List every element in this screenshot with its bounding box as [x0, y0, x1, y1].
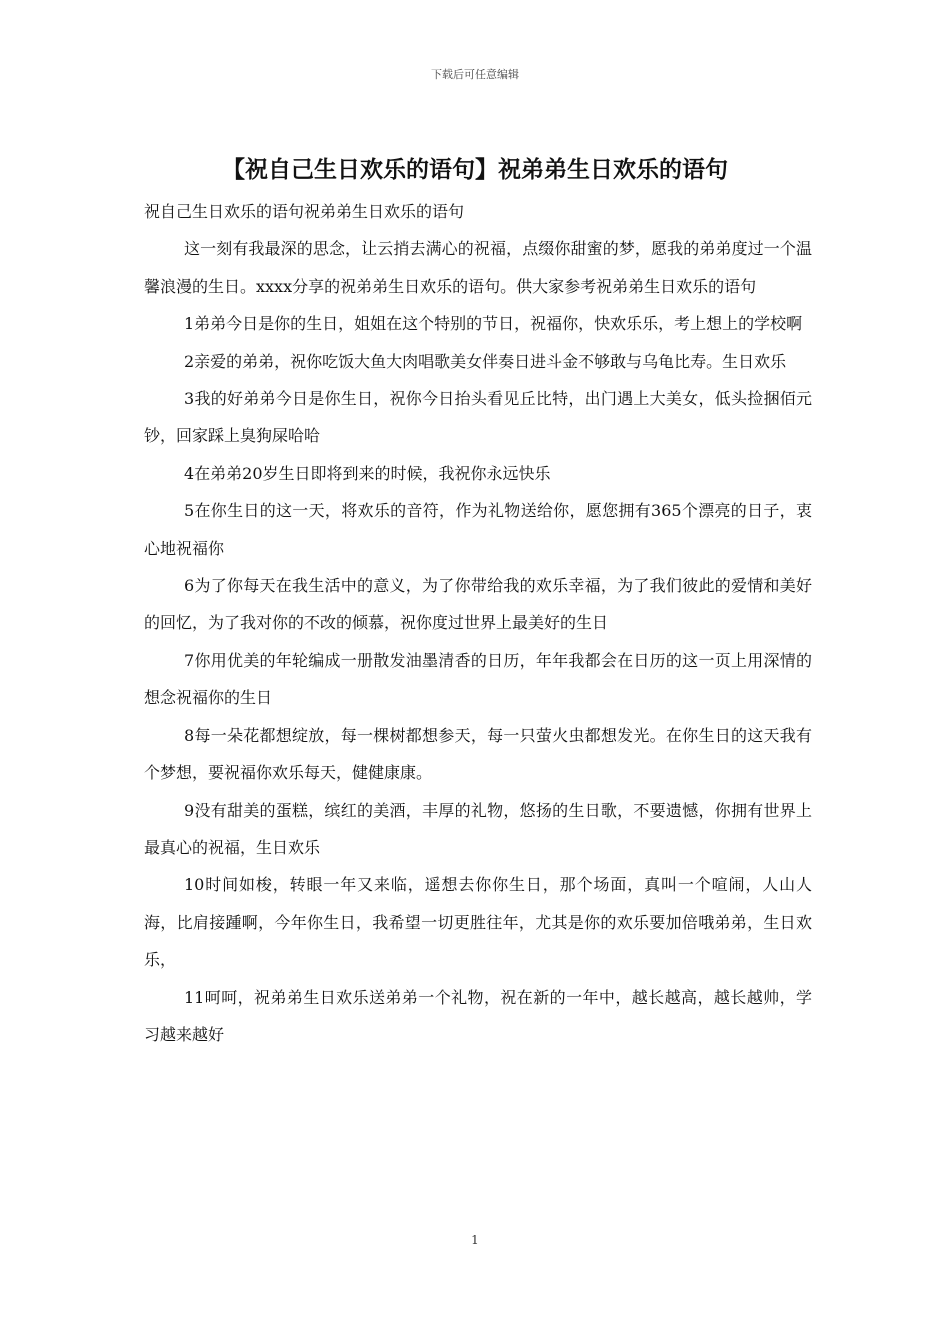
paragraph-item: 4在弟弟20岁生日即将到来的时候，我祝你永远快乐 [184, 463, 551, 483]
paragraph-item: 10时间如梭，转眼一年又来临，遥想去你你生日，那个场面，真叫一个喧闹，人山人海，比肩接踵啊，今年你生日，我希望一切更胜往年，尤其是你的欢乐要加倍哦弟弟，生日欢乐， [144, 875, 812, 970]
paragraph-intro: 这一刻有我最深的思念，让云捎去满心的祝福，点缀你甜蜜的梦，愿我的弟弟度过一个温馨浪漫的生日。xxxx分享的祝弟弟生日欢乐的语句。供大家参考祝弟弟生日欢乐的语句 [144, 239, 812, 296]
document-body [144, 193, 812, 1053]
paragraph-item: 11呵呵，祝弟弟生日欢乐送弟弟一个礼物，祝在新的一年中，越长越高，越长越帅，学习越来越好 [144, 987, 812, 1044]
page-number: 1 [471, 1233, 479, 1247]
paragraph-item: 3我的好弟弟今日是你生日，祝你今日抬头看见丘比特，出门遇上大美女，低头捡捆佰元钞，回家踩上臭狗屎哈哈 [144, 389, 812, 446]
paragraph-item: 8每一朵花都想绽放，每一棵树都想参天，每一只萤火虫都想发光。在你生日的这天我有个梦想，要祝福你欢乐每天，健健康康。 [144, 725, 812, 783]
paragraph-item: 1弟弟今日是你的生日，姐姐在这个特别的节日，祝福你，快欢乐乐，考上想上的学校啊 [184, 314, 803, 334]
paragraph-item: 6为了你每天在我生活中的意义，为了你带给我的欢乐幸福，为了我们彼此的爱情和美好的回忆，为了我对你的不改的倾慕，祝你度过世界上最美好的生日 [144, 576, 812, 633]
paragraph-item: 9没有甜美的蛋糕，缤红的美酒，丰厚的礼物，悠扬的生日歌，不要遗憾，你拥有世界上最真心的祝福，生日欢乐 [144, 800, 812, 857]
paragraph-item: 2亲爱的弟弟，祝你吃饭大鱼大肉唱歌美女伴奏日进斗金不够敢与乌龟比寿。生日欢乐 [184, 351, 787, 371]
document-title: 【祝自己生日欢乐的语句】祝弟弟生日欢乐的语句 [222, 156, 728, 183]
paragraph-item: 5在你生日的这一天，将欢乐的音符，作为礼物送给你，愿您拥有365个漂亮的日子，衷心地祝福你 [144, 501, 812, 558]
paragraph-item: 7你用优美的年轮编成一册散发油墨清香的日历，年年我都会在日历的这一页上用深情的想念祝福你的生日 [144, 650, 812, 708]
page-header-note: 下载后可任意编辑 [431, 68, 519, 81]
document-subtitle: 祝自己生日欢乐的语句祝弟弟生日欢乐的语句 [144, 202, 465, 221]
